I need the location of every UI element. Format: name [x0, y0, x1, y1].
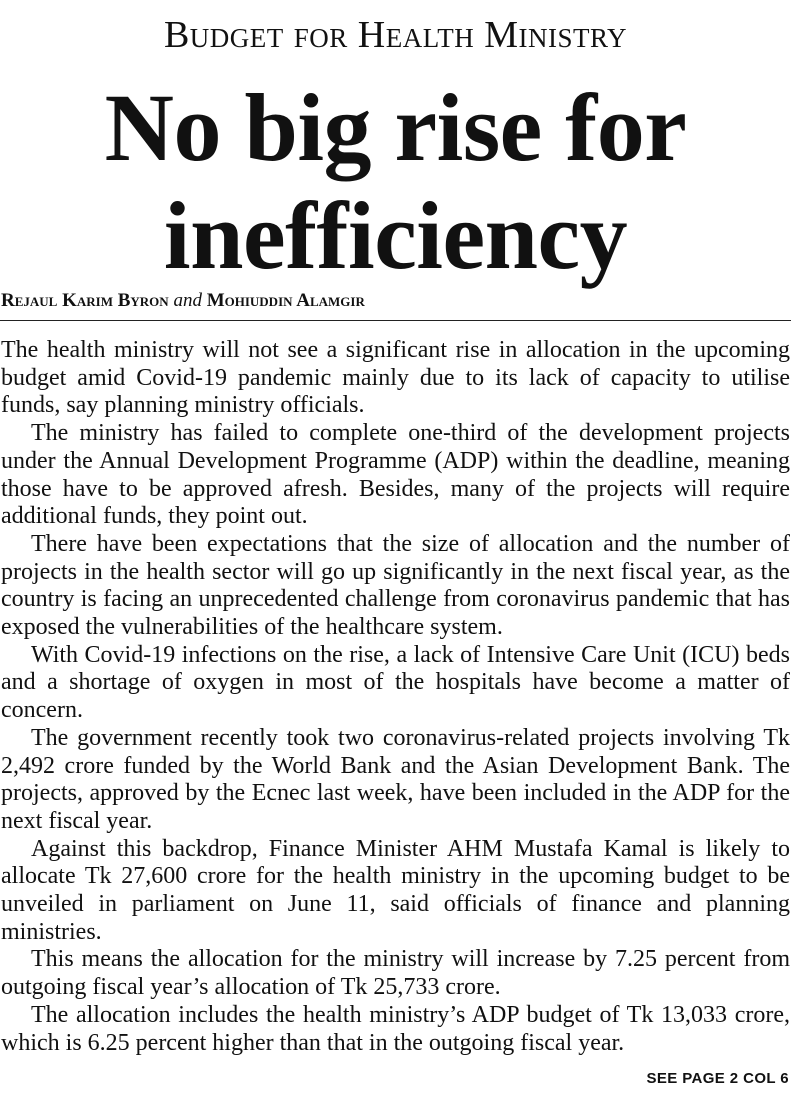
- paragraph: Against this backdrop, Finance Minister AHM Mustafa Kamal is likely to allocate Tk 27,600 crore for the health ministry in the upcoming budget to be unveiled in parliament on June 11, said officials of finance and planning ministries.: [1, 835, 790, 945]
- paragraph: The health ministry will not see a significant rise in allocation in the upcoming budget amid Covid-19 pandemic mainly due to its lack of capacity to utilise funds, say planning ministry officials.: [1, 337, 790, 419]
- byline-divider: [0, 320, 791, 321]
- article-body: [1, 337, 790, 1057]
- byline-conjunction: and: [173, 290, 202, 311]
- paragraph: There have been expectations that the size of allocation and the number of projects in the health sector will go up significantly in the next fiscal year, as the country is facing an unprecedented challenge from coronavirus pandemic that has exposed the vulnerabilities of the healthcare system.: [1, 530, 790, 641]
- paragraph: This means the allocation for the ministry will increase by 7.25 percent from outgoing fiscal year’s allocation of Tk 25,733 crore.: [1, 946, 790, 1001]
- byline: [1, 290, 365, 312]
- paragraph: The government recently took two coronavirus-related projects involving Tk 2,492 crore funded by the World Bank and the Asian Development Bank. The projects, approved by the Ecnec last week, have been included in the ADP for the next fiscal year.: [1, 724, 790, 834]
- paragraph: The ministry has failed to complete one-third of the development projects under the Annual Development Programme (ADP) within the deadline, meaning those have to be approved afresh. Besides, many of the projects will require additional funds, they point out.: [1, 420, 790, 530]
- byline-author-1: Rejaul Karim Byron: [1, 290, 169, 311]
- continuation-jump-line: SEE PAGE 2 COL 6: [646, 1070, 789, 1087]
- headline: No big rise for inefficiency: [104, 74, 687, 289]
- paragraph: The allocation includes the health ministry’s ADP budget of Tk 13,033 crore, which is 6.25 percent higher than that in the outgoing fiscal year.: [1, 1001, 790, 1056]
- byline-author-2: Mohiuddin Alamgir: [206, 290, 365, 311]
- paragraph: With Covid-19 infections on the rise, a lack of Intensive Care Unit (ICU) beds and a shortage of oxygen in most of the hospitals have become a matter of concern.: [1, 641, 790, 724]
- section-kicker: Budget for Health Ministry: [163, 14, 628, 56]
